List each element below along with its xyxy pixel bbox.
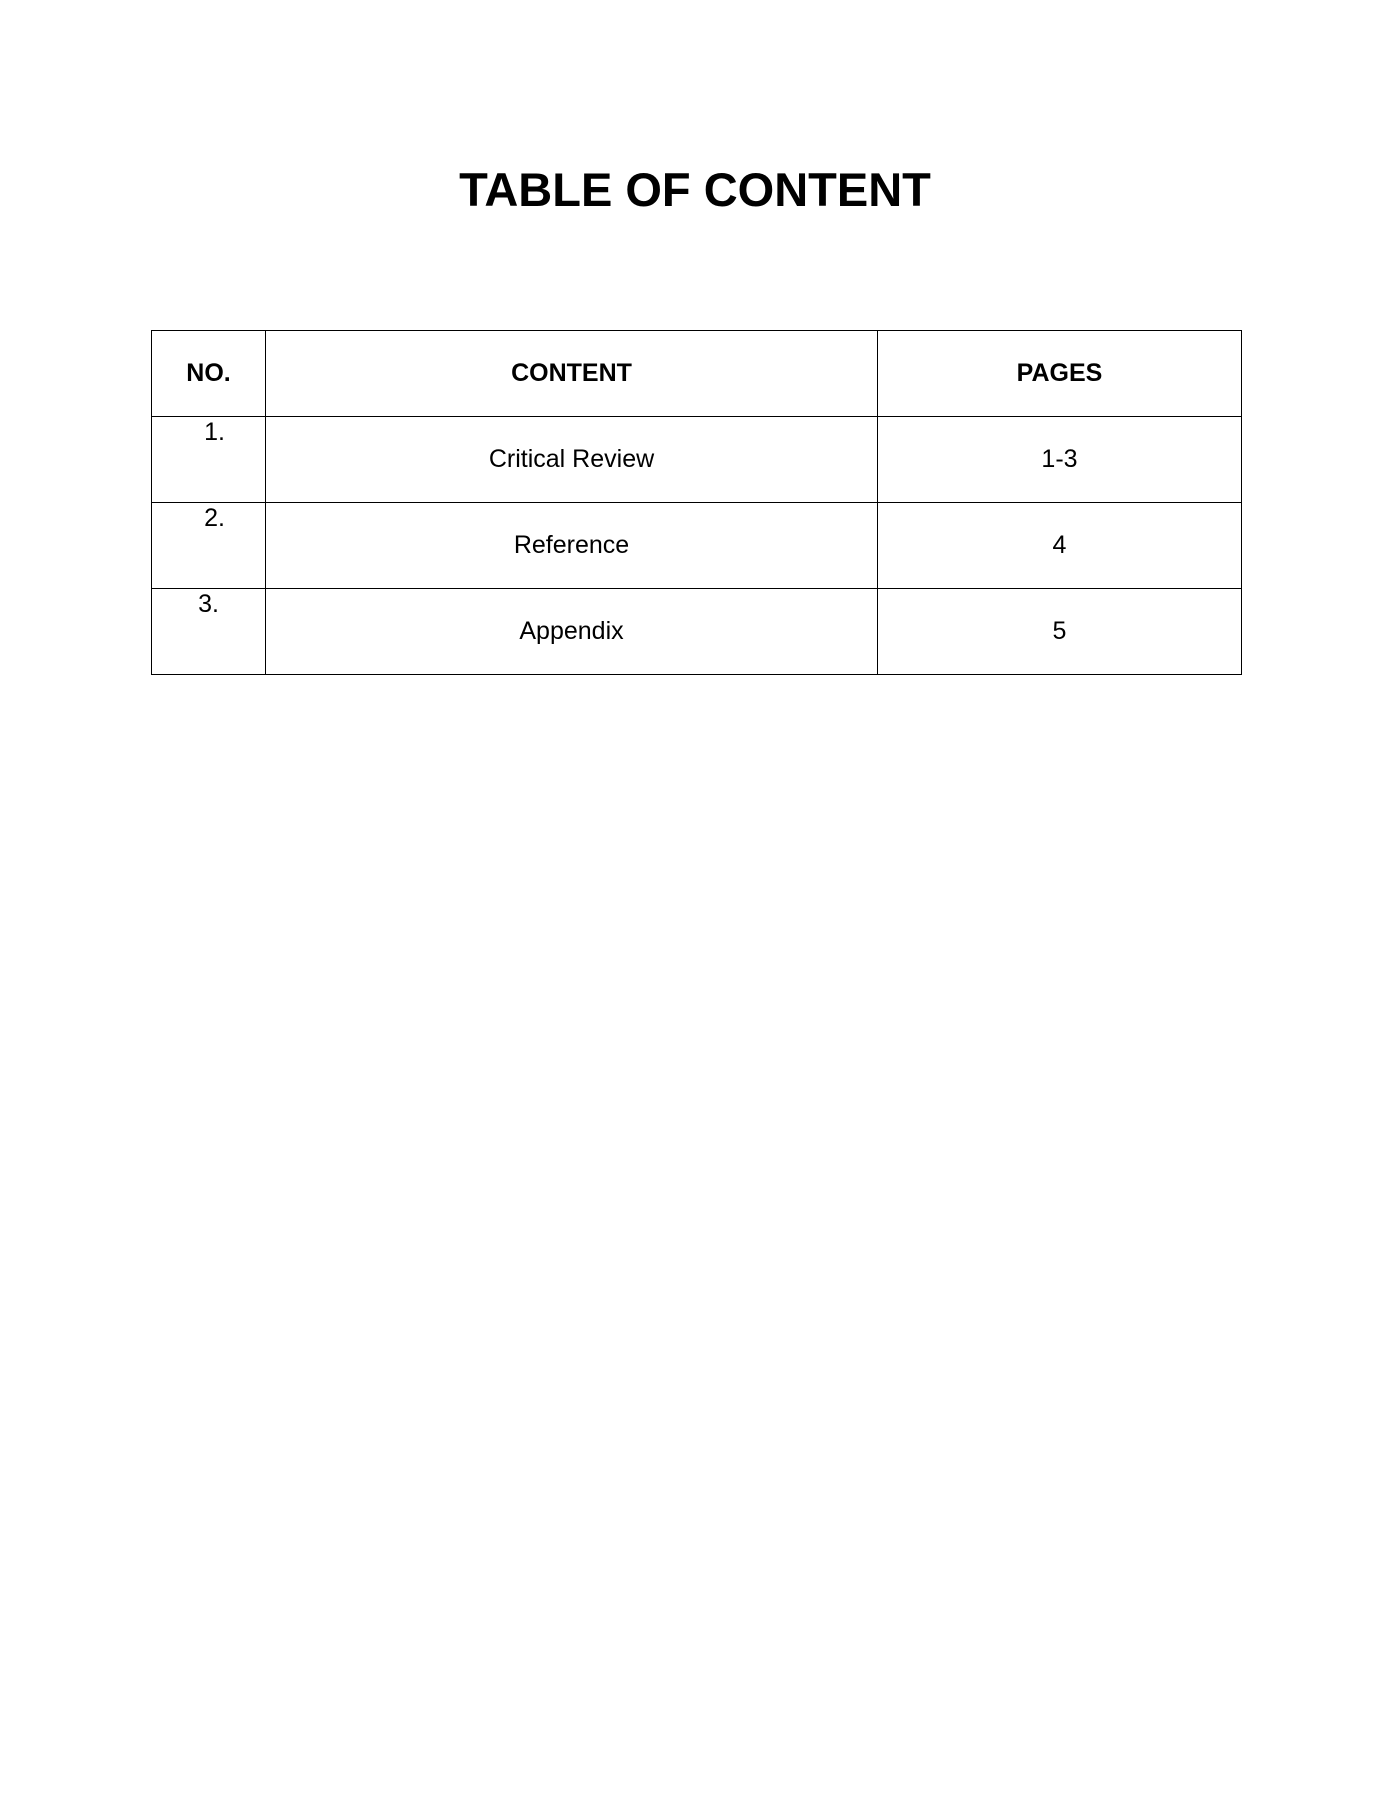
row-number: 3. [198, 590, 219, 618]
row-number: 2. [204, 504, 225, 532]
table-row [152, 589, 1242, 675]
row-content: Reference [266, 503, 878, 589]
table-row [152, 417, 1242, 503]
row-pages: 4 [878, 503, 1242, 589]
header-pages: PAGES [878, 331, 1242, 417]
row-pages: 1-3 [878, 417, 1242, 503]
row-pages: 5 [878, 589, 1242, 675]
header-content: CONTENT [266, 331, 878, 417]
row-number-cell [152, 503, 266, 589]
row-number: 1. [204, 418, 225, 446]
table-of-content [151, 330, 1242, 675]
header-no: NO. [152, 331, 266, 417]
row-number-cell [152, 417, 266, 503]
page-title: TABLE OF CONTENT [459, 163, 931, 216]
row-content: Appendix [266, 589, 878, 675]
table-row [152, 503, 1242, 589]
table-header-row [152, 331, 1242, 417]
row-number-cell [152, 589, 266, 675]
row-content: Critical Review [266, 417, 878, 503]
